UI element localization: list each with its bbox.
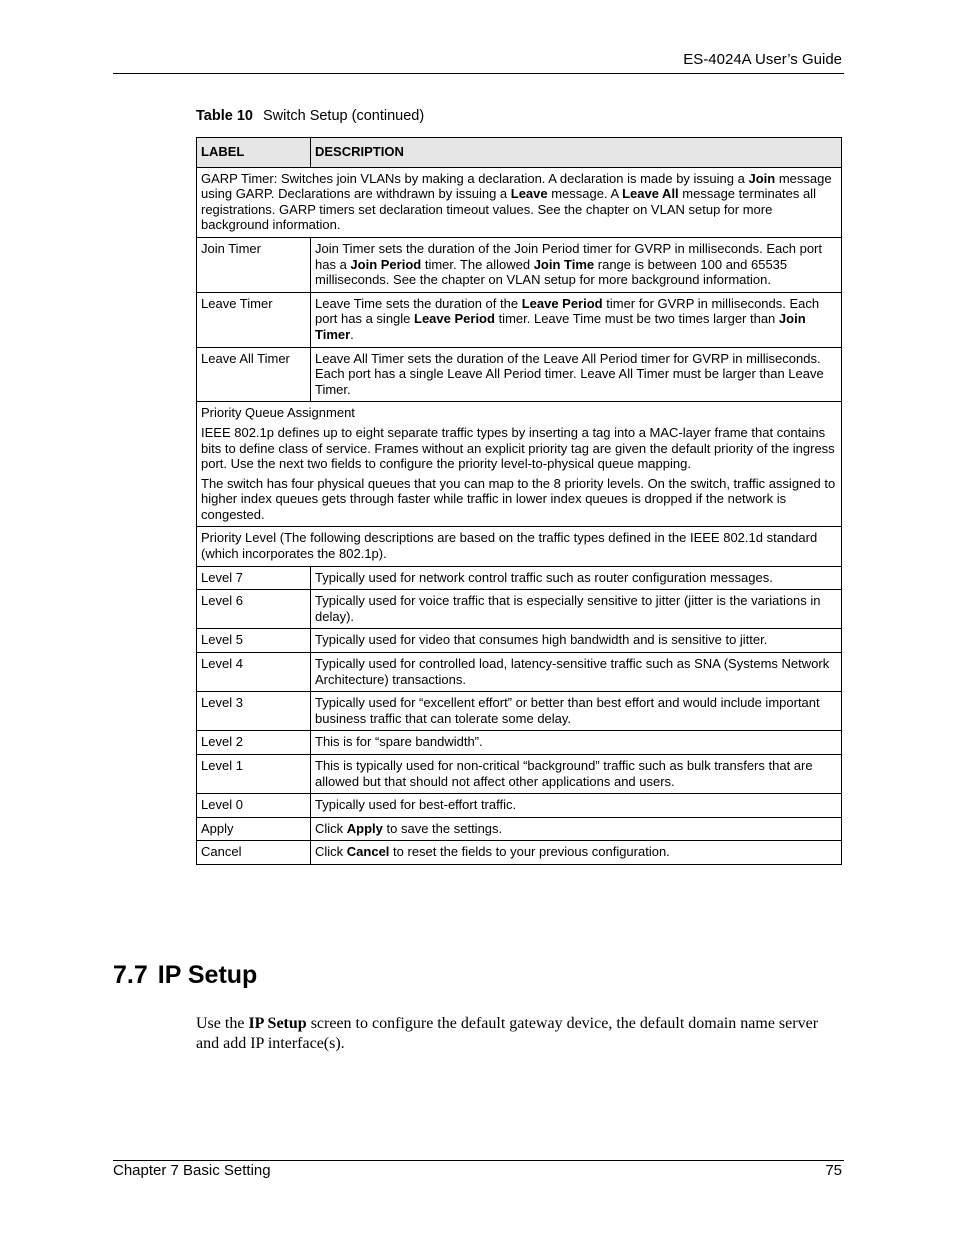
text-segment: timer for GVRP in milliseconds. Each port has a single [315,295,820,327]
bold-term: Join Timer [315,311,806,342]
table-row [197,692,842,731]
garp-intro-row [197,167,842,237]
table-row [197,755,842,794]
table-caption [196,108,424,124]
leave-all-timer-description: Leave All Timer sets the duration of the Leave All Period timer for GVRP in milliseconds. Each port has a single Leave All Period timer. Leave All Timer must be larger than Leave Timer. [311,347,842,402]
switch-setup-table [196,137,842,865]
bold-term: Join [748,170,776,186]
table-header-row [197,138,842,168]
table-row [197,237,842,292]
text-segment: Join Timer sets the duration of the Join Period timer for GVRP in milliseconds. Each port has a [315,240,822,272]
column-header-label: LABEL [197,138,311,168]
apply-description [311,817,842,841]
garp-intro-text [197,167,842,237]
bold-term: Cancel [346,844,390,860]
priority-level-intro-text: Priority Level (The following descriptions are based on the traffic types defined in the IEEE 802.1d standard (which incorporates the 802.1p). [197,527,842,566]
bold-term: Leave Period [521,295,603,311]
bold-term: Join Period [350,256,422,272]
priority-level-intro-row [197,527,842,566]
level-label: Level 5 [197,629,311,653]
table-row [197,629,842,653]
text-segment: message. A [547,186,623,202]
footer-page-number: 75 [825,1162,842,1179]
pqa-paragraph-2: The switch has four physical queues that you can map to the 8 priority levels. On the switch, traffic assigned to higher index queues gets through faster while traffic in lower index queues is dropped if the network is congested. [201,475,836,522]
cancel-description [311,841,842,865]
column-header-description: DESCRIPTION [311,138,842,168]
text-segment: GARP Timer: Switches join VLANs by making a declaration. A declaration is made by issuing a [201,170,749,186]
cancel-label: Cancel [197,841,311,865]
level-description: This is typically used for non-critical “background” traffic such as bulk transfers that are allowed but that should not affect other applications and users. [311,755,842,794]
table-row [197,841,842,865]
bold-term: Apply [346,820,383,836]
leave-all-timer-label: Leave All Timer [197,347,311,402]
bold-term: Leave [510,186,548,202]
text-segment: Leave Time sets the duration of the [315,295,522,311]
level-description: Typically used for “excellent effort” or better than best effort and would include important business traffic that can tolerate some delay. [311,692,842,731]
text-segment: Click [315,844,347,860]
pqa-title: Priority Queue Assignment [201,405,355,421]
bold-term: Join Time [533,256,595,272]
table-row [197,794,842,818]
leave-timer-label: Leave Timer [197,292,311,347]
table-row [197,731,842,755]
level-label: Level 3 [197,692,311,731]
header-rule [113,73,844,74]
section-title: IP Setup [157,961,258,989]
table-caption-label: Table 10 [196,108,253,124]
apply-label: Apply [197,817,311,841]
level-description: Typically used for voice traffic that is especially sensitive to jitter (jitter is the variations in delay). [311,590,842,629]
level-label: Level 6 [197,590,311,629]
section-body-paragraph [196,1014,841,1054]
table-row [197,653,842,692]
priority-queue-assignment-cell [197,402,842,527]
bold-term: Leave All [622,186,679,202]
section-number: 7.7 [113,961,148,989]
text-segment: timer. The allowed [421,256,534,272]
level-description: This is for “spare bandwidth”. [311,731,842,755]
level-label: Level 7 [197,566,311,590]
text-segment: Use the [196,1015,249,1032]
table-row [197,347,842,402]
bold-term: Leave Period [414,311,495,327]
level-description: Typically used for controlled load, latency-sensitive traffic such as SNA (Systems Network Architecture) transactions. [311,653,842,692]
level-description: Typically used for best-effort traffic. [311,794,842,818]
footer-rule [113,1160,844,1161]
text-segment: Click [315,820,347,836]
text-segment: timer. Leave Time must be two times larger than [494,311,779,327]
table-row [197,292,842,347]
text-segment: range is between 100 and 65535 milliseconds. See the chapter on VLAN setup for more background information. [315,256,788,288]
level-label: Level 4 [197,653,311,692]
join-timer-label: Join Timer [197,237,311,292]
bold-term: IP Setup [248,1015,307,1032]
text-segment: . [350,326,354,342]
join-timer-description [311,237,842,292]
level-label: Level 1 [197,755,311,794]
table-row [197,817,842,841]
pqa-paragraph-1: IEEE 802.1p defines up to eight separate traffic types by inserting a tag into a MAC-layer frame that contains bits to define class of service. Frames without an explicit priority tag are given the default priority of the ingress port. Use the next two fields to configure the priority level-to-physical queue mapping. [201,424,835,472]
text-segment: message using GARP. Declarations are withdrawn by issuing a [201,170,832,202]
priority-queue-assignment-row [197,402,842,527]
level-label: Level 2 [197,731,311,755]
table-caption-text: Switch Setup (continued) [262,108,425,124]
text-segment: to save the settings. [382,820,503,836]
level-description: Typically used for network control traffic such as router configuration messages. [311,566,842,590]
running-header-title: ES-4024A User’s Guide [683,51,842,68]
leave-timer-description [311,292,842,347]
text-segment: to reset the fields to your previous configuration. [389,844,670,860]
table-row [197,566,842,590]
text-segment: message terminates all registrations. GARP timers set declaration timeout values. See the chapter on VLAN setup for more background information. [201,186,816,233]
table-row [197,590,842,629]
level-description: Typically used for video that consumes high bandwidth and is sensitive to jitter. [311,629,842,653]
priority-levels [197,566,842,817]
section-heading [113,961,257,990]
footer-chapter: Chapter 7 Basic Setting [113,1162,271,1179]
text-segment: screen to configure the default gateway device, the default domain name server and add IP interface(s). [196,1015,819,1052]
level-label: Level 0 [197,794,311,818]
